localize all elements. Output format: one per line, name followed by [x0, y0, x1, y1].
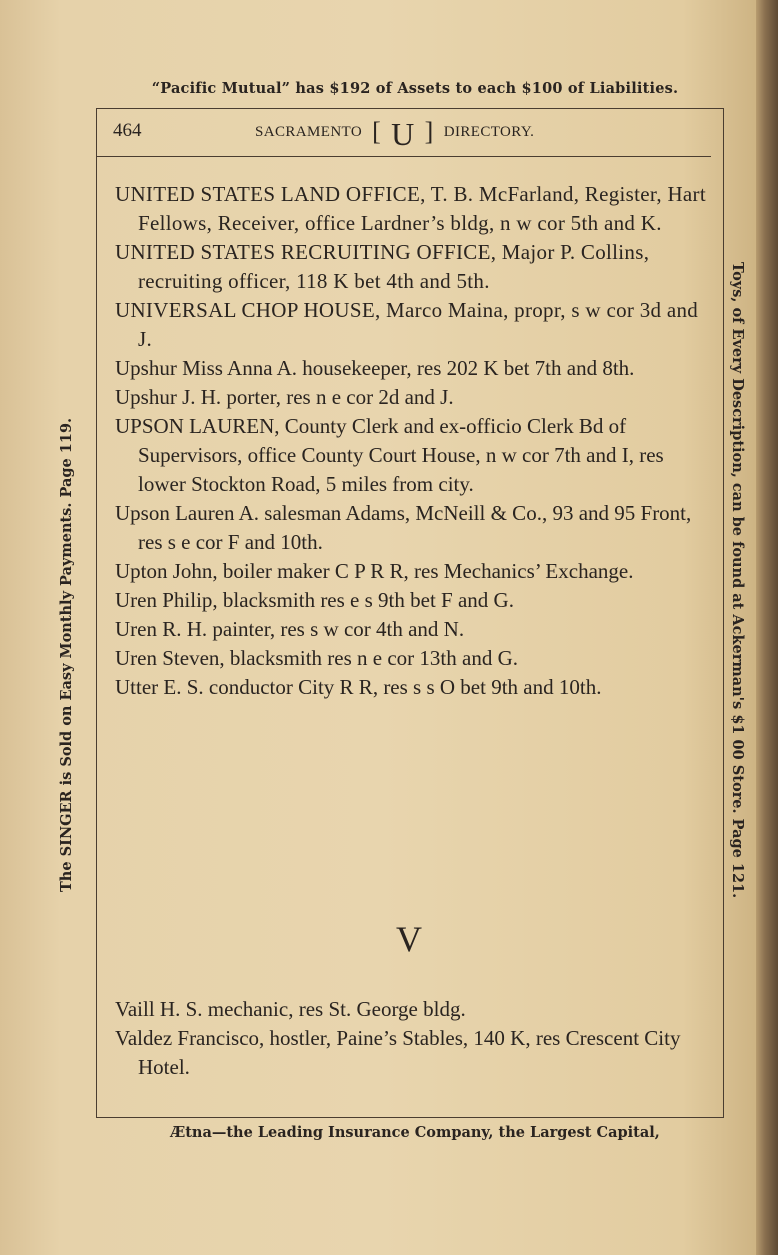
bracket-open: [: [372, 117, 382, 146]
directory-entry: Upton John, boiler maker C P R R, res Mechanics’ Exchange.: [115, 559, 634, 583]
page-number: 464: [113, 120, 142, 141]
running-section-letter: U: [391, 116, 415, 152]
directory-entry: Upson Lauren A. salesman Adams, McNeill & Co., 93 and 95 Front, res s e cor F and 10th.: [115, 501, 692, 554]
running-directory: DIRECTORY.: [443, 123, 535, 140]
running-title: [255, 116, 535, 152]
entries-v-list: [115, 995, 715, 1082]
directory-entry: Uren R. H. painter, res s w cor 4th and N.: [115, 617, 465, 641]
bottom-advertisement: Ætna—the Leading Insurance Company, the Largest Capital,: [170, 1124, 660, 1141]
directory-entry: Uren Philip, blacksmith res e s 9th bet F and G.: [115, 588, 514, 612]
directory-entry: UNITED STATES RECRUITING OFFICE, Major P. Collins, recruiting officer, 118 K bet 4th and 5th.: [115, 240, 650, 293]
entries-u-list: [115, 180, 715, 702]
directory-entry: UNITED STATES LAND OFFICE, T. B. McFarland, Register, Hart Fellows, Receiver, office Lardner’s bldg, n w cor 5th and K.: [115, 182, 706, 235]
directory-entry: Upshur J. H. porter, res n e cor 2d and J.: [115, 385, 454, 409]
bracket-close: ]: [424, 117, 434, 146]
directory-entry: Valdez Francisco, hostler, Paine’s Stables, 140 K, res Crescent City Hotel.: [115, 1026, 681, 1079]
directory-entry: Upshur Miss Anna A. housekeeper, res 202 K bet 7th and 8th.: [115, 356, 635, 380]
top-advertisement: “Pacific Mutual” has $192 of Assets to each $100 of Liabilities.: [151, 80, 679, 97]
directory-entry: UNIVERSAL CHOP HOUSE, Marco Maina, propr, s w cor 3d and J.: [115, 298, 699, 351]
directory-entry: Uren Steven, blacksmith res n e cor 13th and G.: [115, 646, 518, 670]
section-heading-v: V: [396, 919, 422, 959]
directory-entry: Utter E. S. conductor City R R, res s s O bet 9th and 10th.: [115, 675, 602, 699]
page-header: [97, 112, 721, 156]
book-page-edge: [756, 0, 778, 1255]
directory-entry: UPSON LAUREN, County Clerk and ex-officio Clerk Bd of Supervisors, office County Court House, n w cor 7th and I, res lower Stockton Road, 5 miles from city.: [115, 414, 664, 496]
running-city: SACRAMENTO: [255, 123, 363, 140]
header-rule: [97, 156, 711, 157]
directory-entry: Vaill H. S. mechanic, res St. George bldg.: [115, 997, 466, 1021]
right-margin-advertisement: Toys, of Every Description, can be found at Ackerman's $1 00 Store. Page 121.: [729, 262, 746, 899]
left-margin-advertisement: The SINGER is Sold on Easy Monthly Payments. Page 119.: [58, 417, 75, 892]
